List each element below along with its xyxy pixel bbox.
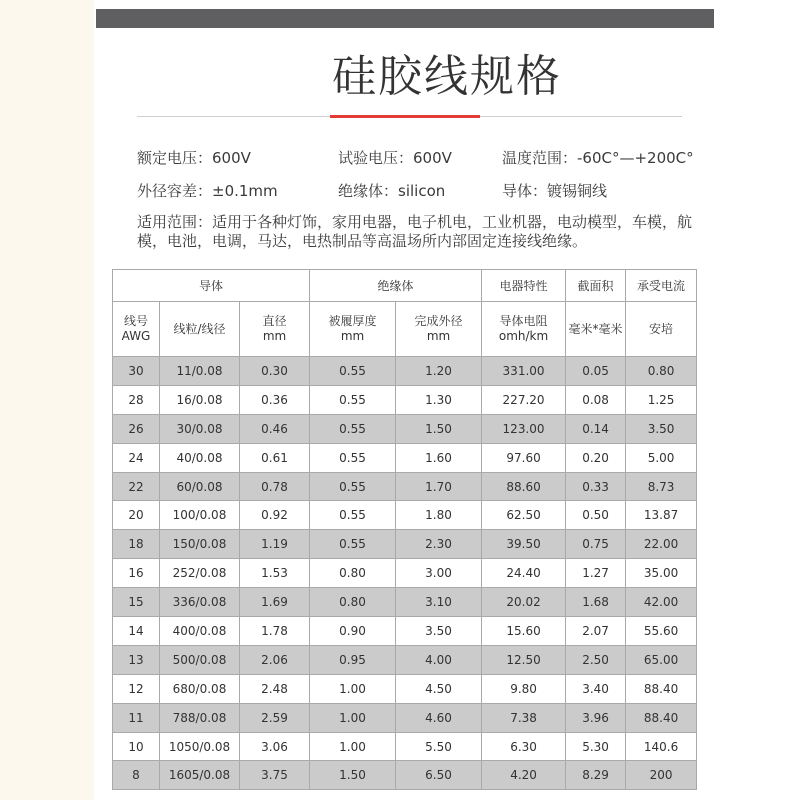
- group-header-conductor: 导体: [113, 270, 310, 302]
- cell-diameter: 1.53: [240, 559, 310, 588]
- cell-outer-diameter: 3.10: [396, 588, 482, 617]
- cell-current: 55.60: [626, 617, 697, 646]
- spec-usage: 适用范围：适用于各种灯饰，家用电器，电子机电，工业机器，电动模型，车模，航模，电池，电调，马达，电热制品等高温场所内部固定连接线绝缘。: [137, 213, 693, 250]
- cell-awg: 28: [113, 385, 160, 414]
- cell-resistance: 24.40: [482, 559, 566, 588]
- cell-outer-diameter: 1.60: [396, 443, 482, 472]
- cell-diameter: 0.46: [240, 414, 310, 443]
- cell-outer-diameter: 4.00: [396, 645, 482, 674]
- cell-strands: 30/0.08: [160, 414, 240, 443]
- cell-area: 3.40: [566, 674, 626, 703]
- group-header-row: [113, 270, 697, 302]
- cell-diameter: 1.19: [240, 530, 310, 559]
- cell-diameter: 0.36: [240, 385, 310, 414]
- cell-current: 5.00: [626, 443, 697, 472]
- cell-area: 0.50: [566, 501, 626, 530]
- cell-outer-diameter: 3.50: [396, 617, 482, 646]
- cell-awg: 18: [113, 530, 160, 559]
- cell-area: 2.07: [566, 617, 626, 646]
- cell-insulation-thickness: 0.55: [310, 385, 396, 414]
- cell-strands: 500/0.08: [160, 645, 240, 674]
- col-header-outer-diameter: 完成外径 mm: [396, 302, 482, 357]
- table-row: [113, 645, 697, 674]
- cell-resistance: 97.60: [482, 443, 566, 472]
- cell-insulation-thickness: 0.90: [310, 617, 396, 646]
- cell-strands: 680/0.08: [160, 674, 240, 703]
- cell-area: 2.50: [566, 645, 626, 674]
- cell-diameter: 2.48: [240, 674, 310, 703]
- cell-current: 140.6: [626, 732, 697, 761]
- cell-current: 65.00: [626, 645, 697, 674]
- cell-insulation-thickness: 0.55: [310, 472, 396, 501]
- cell-awg: 13: [113, 645, 160, 674]
- table-row: [113, 501, 697, 530]
- top-header-bar: [96, 9, 714, 28]
- cell-strands: 11/0.08: [160, 357, 240, 386]
- col-header-strands: 线粒/线径: [160, 302, 240, 357]
- cell-outer-diameter: 4.60: [396, 703, 482, 732]
- cell-insulation-thickness: 1.00: [310, 732, 396, 761]
- table-row: [113, 761, 697, 790]
- cell-area: 3.96: [566, 703, 626, 732]
- cell-strands: 336/0.08: [160, 588, 240, 617]
- cell-awg: 10: [113, 732, 160, 761]
- column-header-row: [113, 302, 697, 357]
- spec-temp-range: 温度范围：-60C°—+200C°: [502, 149, 694, 167]
- cell-diameter: 1.69: [240, 588, 310, 617]
- cell-resistance: 15.60: [482, 617, 566, 646]
- cell-outer-diameter: 1.50: [396, 414, 482, 443]
- cell-awg: 22: [113, 472, 160, 501]
- cell-strands: 100/0.08: [160, 501, 240, 530]
- cell-resistance: 20.02: [482, 588, 566, 617]
- cell-strands: 60/0.08: [160, 472, 240, 501]
- col-header-insulation-thickness: 被履厚度 mm: [310, 302, 396, 357]
- cell-current: 13.87: [626, 501, 697, 530]
- cell-insulation-thickness: 1.50: [310, 761, 396, 790]
- cell-current: 1.25: [626, 385, 697, 414]
- cell-area: 0.20: [566, 443, 626, 472]
- cell-insulation-thickness: 0.95: [310, 645, 396, 674]
- cell-area: 0.08: [566, 385, 626, 414]
- cell-awg: 24: [113, 443, 160, 472]
- cell-outer-diameter: 5.50: [396, 732, 482, 761]
- cell-outer-diameter: 1.20: [396, 357, 482, 386]
- cell-diameter: 3.06: [240, 732, 310, 761]
- table-row: [113, 385, 697, 414]
- cell-diameter: 0.30: [240, 357, 310, 386]
- cell-outer-diameter: 3.00: [396, 559, 482, 588]
- table-row: [113, 732, 697, 761]
- cell-diameter: 2.06: [240, 645, 310, 674]
- spec-rated-voltage: 额定电压：600V: [137, 149, 251, 167]
- cell-insulation-thickness: 0.55: [310, 357, 396, 386]
- cell-outer-diameter: 1.80: [396, 501, 482, 530]
- cell-resistance: 7.38: [482, 703, 566, 732]
- cell-outer-diameter: 2.30: [396, 530, 482, 559]
- cell-insulation-thickness: 1.00: [310, 703, 396, 732]
- cell-awg: 16: [113, 559, 160, 588]
- cell-strands: 400/0.08: [160, 617, 240, 646]
- cell-current: 35.00: [626, 559, 697, 588]
- cell-awg: 12: [113, 674, 160, 703]
- cell-awg: 14: [113, 617, 160, 646]
- table-row: [113, 472, 697, 501]
- cell-outer-diameter: 1.30: [396, 385, 482, 414]
- cell-resistance: 123.00: [482, 414, 566, 443]
- cell-insulation-thickness: 0.80: [310, 559, 396, 588]
- cell-current: 88.40: [626, 674, 697, 703]
- cell-resistance: 9.80: [482, 674, 566, 703]
- cell-resistance: 6.30: [482, 732, 566, 761]
- page-title: 硅胶线规格: [332, 51, 562, 102]
- cell-area: 5.30: [566, 732, 626, 761]
- left-margin-strip: [0, 0, 94, 800]
- cell-area: 1.68: [566, 588, 626, 617]
- cell-current: 3.50: [626, 414, 697, 443]
- cell-insulation-thickness: 0.55: [310, 443, 396, 472]
- title-accent-line: [330, 115, 480, 118]
- table-row: [113, 357, 697, 386]
- cell-area: 0.14: [566, 414, 626, 443]
- cell-insulation-thickness: 0.80: [310, 588, 396, 617]
- cell-current: 0.80: [626, 357, 697, 386]
- cell-insulation-thickness: 1.00: [310, 674, 396, 703]
- group-header-insulation: 绝缘体: [310, 270, 482, 302]
- cell-strands: 1050/0.08: [160, 732, 240, 761]
- cell-diameter: 0.92: [240, 501, 310, 530]
- cell-strands: 16/0.08: [160, 385, 240, 414]
- cell-outer-diameter: 4.50: [396, 674, 482, 703]
- cell-strands: 40/0.08: [160, 443, 240, 472]
- cell-diameter: 3.75: [240, 761, 310, 790]
- group-header-electrical: 电器特性: [482, 270, 566, 302]
- cell-insulation-thickness: 0.55: [310, 530, 396, 559]
- cell-insulation-thickness: 0.55: [310, 501, 396, 530]
- cell-current: 22.00: [626, 530, 697, 559]
- table-row: [113, 674, 697, 703]
- cell-strands: 252/0.08: [160, 559, 240, 588]
- cell-current: 88.40: [626, 703, 697, 732]
- col-header-amperes: 安培: [626, 302, 697, 357]
- cell-area: 1.27: [566, 559, 626, 588]
- table-row: [113, 617, 697, 646]
- cell-strands: 1605/0.08: [160, 761, 240, 790]
- cell-area: 0.33: [566, 472, 626, 501]
- col-header-awg: 线号 AWG: [113, 302, 160, 357]
- cell-awg: 15: [113, 588, 160, 617]
- cell-awg: 20: [113, 501, 160, 530]
- table-row: [113, 443, 697, 472]
- spec-conductor: 导体：镀锡铜线: [502, 182, 608, 200]
- table-row: [113, 414, 697, 443]
- spec-insulation: 绝缘体：silicon: [338, 182, 446, 200]
- table-row: [113, 703, 697, 732]
- table-row: [113, 559, 697, 588]
- col-header-diameter: 直径 mm: [240, 302, 310, 357]
- col-header-resistance: 导体电阻 omh/km: [482, 302, 566, 357]
- cell-area: 8.29: [566, 761, 626, 790]
- cell-insulation-thickness: 0.55: [310, 414, 396, 443]
- cell-area: 0.75: [566, 530, 626, 559]
- cell-diameter: 0.61: [240, 443, 310, 472]
- group-header-current: 承受电流: [626, 270, 697, 302]
- cell-diameter: 2.59: [240, 703, 310, 732]
- cell-resistance: 4.20: [482, 761, 566, 790]
- cell-awg: 30: [113, 357, 160, 386]
- col-header-area-unit: 毫米*毫米: [566, 302, 626, 357]
- cell-diameter: 1.78: [240, 617, 310, 646]
- cell-resistance: 331.00: [482, 357, 566, 386]
- cell-area: 0.05: [566, 357, 626, 386]
- cell-strands: 788/0.08: [160, 703, 240, 732]
- cell-resistance: 88.60: [482, 472, 566, 501]
- cell-awg: 8: [113, 761, 160, 790]
- spec-table: [112, 269, 697, 790]
- table-row: [113, 588, 697, 617]
- cell-resistance: 227.20: [482, 385, 566, 414]
- cell-strands: 150/0.08: [160, 530, 240, 559]
- spec-test-voltage: 试验电压：600V: [338, 149, 452, 167]
- cell-outer-diameter: 1.70: [396, 472, 482, 501]
- cell-outer-diameter: 6.50: [396, 761, 482, 790]
- cell-current: 42.00: [626, 588, 697, 617]
- cell-awg: 11: [113, 703, 160, 732]
- group-header-cross-section: 截面积: [566, 270, 626, 302]
- cell-diameter: 0.78: [240, 472, 310, 501]
- cell-resistance: 62.50: [482, 501, 566, 530]
- cell-current: 8.73: [626, 472, 697, 501]
- cell-resistance: 12.50: [482, 645, 566, 674]
- cell-resistance: 39.50: [482, 530, 566, 559]
- cell-current: 200: [626, 761, 697, 790]
- table-row: [113, 530, 697, 559]
- spec-od-tolerance: 外径容差：±0.1mm: [137, 182, 278, 200]
- cell-awg: 26: [113, 414, 160, 443]
